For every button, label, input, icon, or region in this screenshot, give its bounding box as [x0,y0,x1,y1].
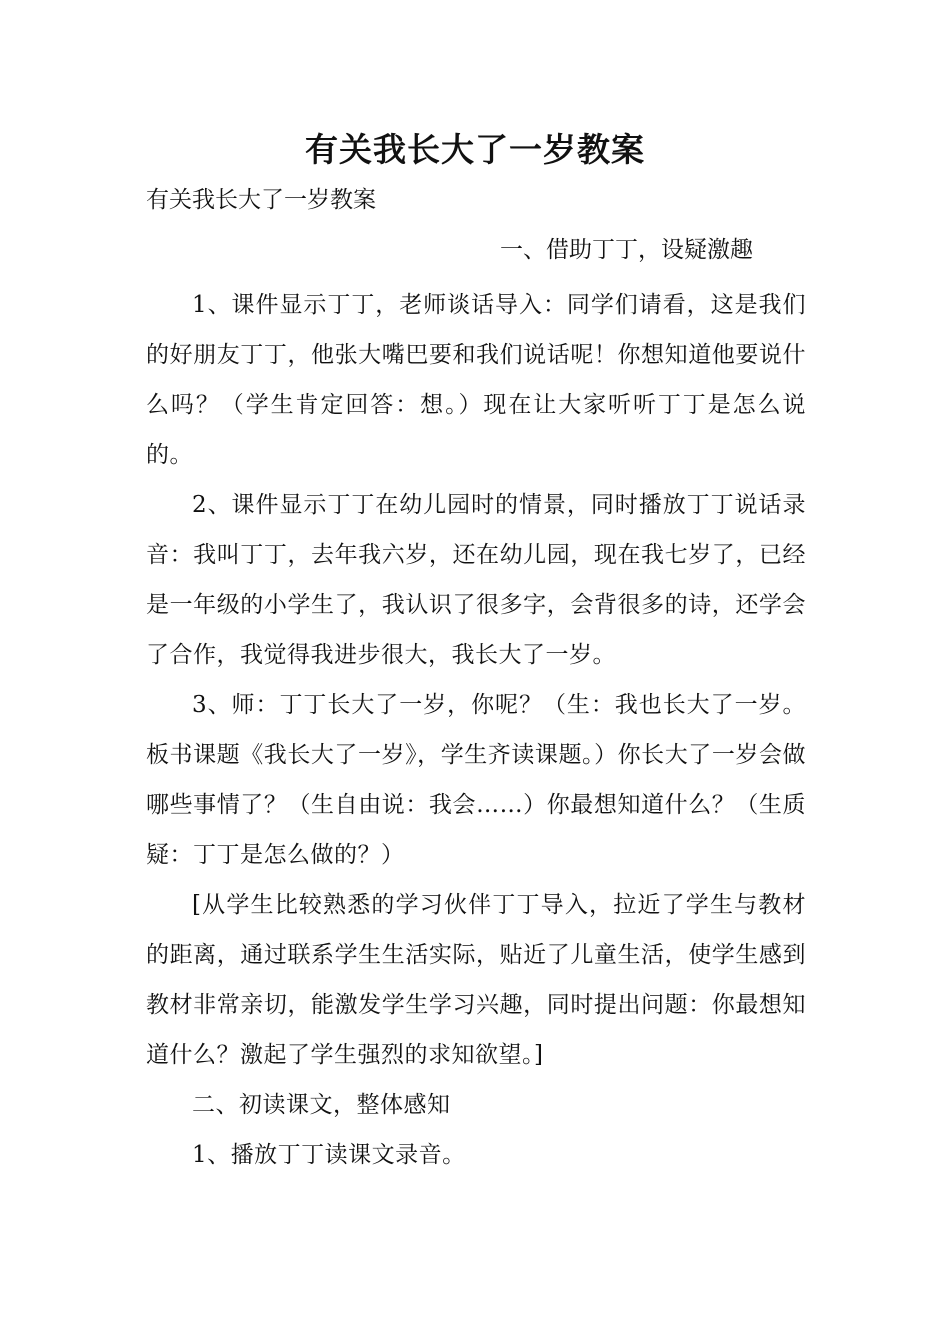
document-body [146,280,806,1180]
document-subtitle: 有关我长大了一岁教案 [146,187,376,213]
document-title: 有关我长大了一岁教案 [305,130,645,169]
section-two-heading: 二、初读课文，整体感知 [192,1092,451,1118]
paragraph-step-1: 1、课件显示丁丁，老师谈话导入：同学们请看，这是我们的好朋友丁丁，他张大嘴巴要和我们说话呢！你想知道他要说什么吗？（学生肯定回答：想。）现在让大家听听丁丁是怎么说的。 [146,292,806,468]
paragraph-step-3: 3、师：丁丁长大了一岁，你呢？（生：我也长大了一岁。板书课题《我长大了一岁》，学生齐读课题。）你长大了一岁会做哪些事情了？（生自由说：我会……）你最想知道什么？（生质疑：丁丁是怎么做的？） [146,692,806,868]
paragraph-commentary: [从学生比较熟悉的学习伙伴丁丁导入，拉近了学生与教材的距离，通过联系学生生活实际，贴近了儿童生活，使学生感到教材非常亲切，能激发学生学习兴趣，同时提出问题：你最想知道什么？激起了学生强烈的求知欲望。] [146,892,806,1068]
paragraph-step-2: 2、课件显示丁丁在幼儿园时的情景，同时播放丁丁说话录音：我叫丁丁，去年我六岁，还在幼儿园，现在我七岁了，已经是一年级的小学生了，我认识了很多字，会背很多的诗，还学会了合作，我觉得我进步很大，我长大了一岁。 [146,492,806,668]
paragraph-section-two-step-1: 1、播放丁丁读课文录音。 [192,1142,466,1168]
section-one-heading: 一、借助丁丁，设疑激趣 [500,237,753,263]
